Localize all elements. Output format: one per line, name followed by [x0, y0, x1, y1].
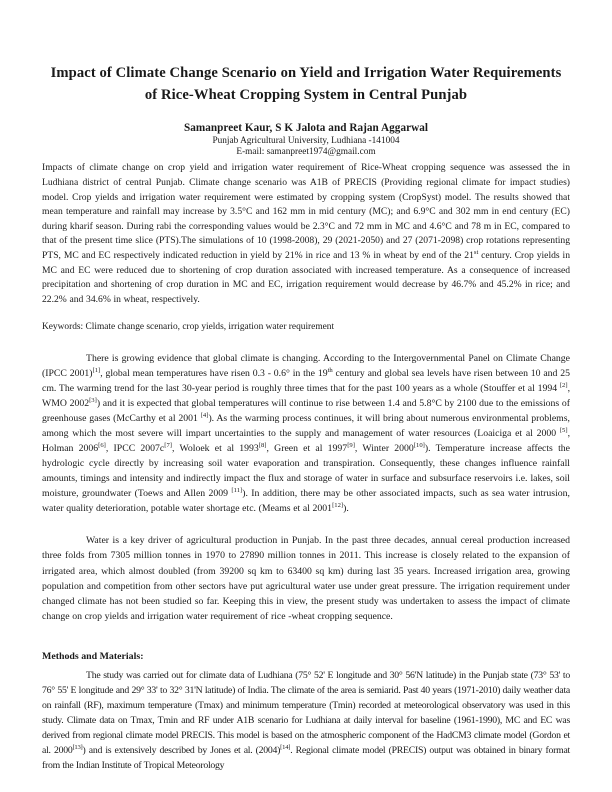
affiliation: Punjab Agricultural University, Ludhiana -141004	[212, 136, 400, 147]
intro-paragraph-2: Water is a key driver of agricultural production in Punjab. In the past three decades, annual cereal production increased three folds from 7305 million tonnes in 1970 to 27890 million tonnes in 2011. This increase is closely related to the expansion of irrigated area, which almost doubled (from 39200 sq km to 63400 sq km) during last 35 years. Increased irrigation area, growing population and competition from other sectors have put agricultural water use under great pressure. The irrigation requirement under changed climate has not been studied so far. Keeping this in view, the present study was undertaken to assess the impact of climate change on crop yields and irrigation water requirement of rice -wheat cropping sequence.	[42, 535, 570, 622]
intro-paragraph-1: There is growing evidence that global climate is changing. According to the Intergovernmental Panel on Climate Change (IPCC 2001)[1], global mean temperatures have risen 0.3 - 0.6° in the 19th century and global sea levels have risen between 10 and 25 cm. The warming trend for the last 30-year period is roughly three times that for the past 100 years as a whole (Stouffer et al 1994 [2], WMO 2002[3]) and it is expected that global temperatures will continue to rise between 1.4 and 5.8°C by 2100 due to the emissions of greenhouse gases (McCarthy et al 2001 [4]). As the warming process continues, it will bring about numerous environmental problems, among which the most severe will impart uncertainties to the supply and management of water resources (Loaiciga et al 2000 [5], Holman 2006[6], IPCC 2007c[7], Woloek et al 1993[8], Green et al 1997[9], Winter 2000[10]). Temperature increase affects the hydrologic cycle directly by increasing soil water evaporation and transpiration. Consequently, these changes influence rainfall amounts, timings and intensity and indirectly impact the flux and storage of water in surface and subsurface reservoirs i.e. lakes, soil moisture, groundwater (Toews and Allen 2009 [11]). In addition, there may be other associated impacts, such as sea water intrusion, water quality deterioration, potable water shortage etc. (Meams et al 2001[12]).	[42, 352, 570, 515]
page-content	[42, 62, 570, 774]
page-title: Impact of Climate Change Scenario on Yield and Irrigation Water Requirements of Rice-Wheat Cropping System in Central Punjab	[50, 65, 562, 104]
methods-paragraph-1: The study was carried out for climate data of Ludhiana (75° 52' E longitude and 30° 56'N latitude) in the Punjab state (73° 53' to 76° 55' E longitude and 29° 33' to 32° 31'N latitude) of India. The climate of the area is semiarid. Past 40 years (1971-2010) daily weather data on rainfall (RF), maximum temperature (Tmax) and minimum temperature (Tmin) recorded at meteorological observatory was used in this study. Climate data on Tmax, Tmin and RF under A1B scenario for Ludhiana at daily interval for baseline (1961-1990), MC and EC was derived from regional climate model PRECIS. This model is based on the atmospheric component of the HadCM3 climate model (Gordon et al. 2000[13]) and is extensively described by Jones et al. (2004)[14]. Regional climate model (PRECIS) output was obtained in binary format from the Indian Institute of Tropical Meteorology	[42, 669, 570, 772]
keywords-line: Keywords: Climate change scenario, crop yields, irrigation water requirement	[42, 321, 335, 332]
abstract-text: Impacts of climate change on crop yield and irrigation water requirement of Rice-Wheat cropping sequence was assessed the in Ludhiana district of central Punjab. Climate change scenario was A1B of PRECIS (Providing regional climate for impact studies) model. Crop yields and irrigation water requirement were estimated by cropping system (CropSyst) model. The results showed that mean temperature and rainfall may increase by 3.5°C and 162 mm in mid century (MC); and 6.9°C and 302 mm in end century (EC) during kharif season. During rabi the corresponding values would be 2.3°C and 72 mm in MC and 4.6°C and 78 m in EC, compared to that of the present time slice (PTS).The simulations of 10 (1998-2008), 29 (2021-2050) and 27 (2071-2098) crop rotations representing PTS, MC and EC respectively indicated reduction in yield by 21% in rice and 13 % in wheat by end of the 21st century. Crop yields in MC and EC were reduced due to shortening of crop duration associated with increased temperature. As a consequence of increased precipitation and shortening of crop duration in MC and EC, irrigation requirement would decrease by 46.7% and 45.2% in rice; and 22.2% and 34.6% in wheat, respectively.	[42, 162, 571, 305]
section-heading-methods: Methods and Materials:	[42, 650, 144, 662]
author-list: Samanpreet Kaur, S K Jalota and Rajan Aggarwal	[183, 122, 429, 135]
contact-email: E-mail: samanpreet1974@gmail.com	[236, 147, 376, 158]
